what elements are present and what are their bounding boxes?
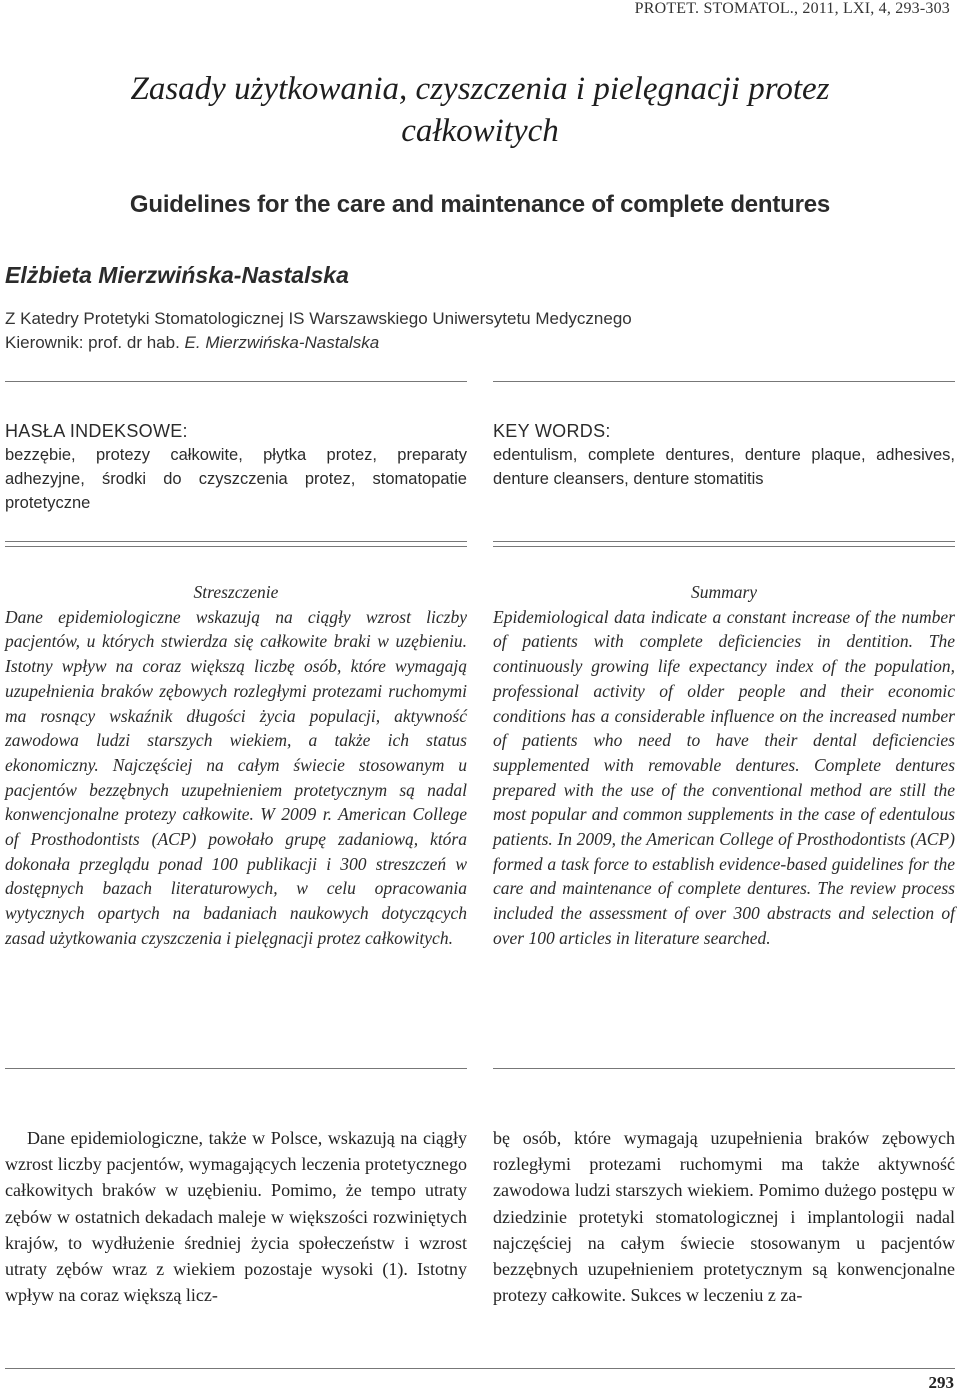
author-name: Elżbieta Mierzwińska-Nastalska <box>5 262 349 288</box>
footer-rule <box>5 1368 955 1369</box>
divider-keywords-left <box>5 541 467 547</box>
department-head-name: E. Mierzwińska-Nastalska <box>184 333 380 352</box>
article-title-english: Guidelines for the care and maintenance of complete dentures <box>129 191 831 218</box>
divider-top-right <box>493 381 955 382</box>
abstract-english-text: Epidemiological data indicate a constant increase of the number of patients with complete deficiencies in dentition. The continuously growing life expectancy index of the population, professional activity of older people and their economic conditions has a considerable influence on the increased number of patients who need to have their dental deficiencies supplemented with removable dentures. Complete dentures prepared with the use of the conventional method are still the most popular and common supplements in the case of edentulous patients. In 2009, the American College of Prosthodontists (ACP) formed a task force to establish evidence-based guidelines for the care and maintenance of complete dentures. The review process included the assessment of over 300 abstracts and selection of over 100 articles in literature searched. <box>493 606 955 948</box>
divider-abstract-left <box>5 1068 467 1069</box>
divider-top-left <box>5 381 467 382</box>
keywords-polish-heading: HASŁA INDEKSOWE: <box>5 421 188 441</box>
author-affiliation: Z Katedry Protetyki Stomatologicznej IS Warszawskiego Uniwersytetu Medycznego <box>5 309 632 328</box>
abstract-polish <box>5 580 467 951</box>
department-head-prefix: Kierownik: prof. dr hab. <box>5 333 180 352</box>
body-text-right-column <box>493 1125 955 1308</box>
running-head: PROTET. STOMATOL., 2011, LXI, 4, 293-303 <box>634 0 950 17</box>
abstract-english-heading: Summary <box>690 582 758 602</box>
divider-keywords-right <box>493 541 955 547</box>
keywords-english-text: edentulism, complete dentures, denture plaque, adhesives, denture cleansers, denture stomatitis <box>493 446 955 488</box>
department-head <box>5 333 379 353</box>
abstract-polish-text: Dane epidemiologiczne wskazują na ciągły wzrost liczby pacjentów, u których stwierdza się całkowite braki w uzębieniu. Istotny wpływ na coraz większą liczbę osób, które wymagają uzupełnienia braków zębowych rozległymi protezami ruchomymi ma rosnący wskaźnik długości życia populacji, aktywność zawodowa ludzi starszych wiekiem, a także ich status ekonomiczny. Najczęściej na całym świecie stosowanym u pacjentów bezzębnych uzupełnieniem protetycznym są nadal konwencjonalne protezy całkowite. W 2009 r. American College of Prosthodontists (ACP) powołało grupę zadaniową, która dokonała przeglądu ponad 100 publikacji i 300 streszczeń w dostępnych bazach literaturowych, w celu opracowania wytycznych opartych na badaniach naukowych dotyczących zasad użytkowania czyszczenia i pielęgnacji protez całkowitych. <box>5 606 467 948</box>
divider-abstract-right <box>493 1068 955 1069</box>
title-polish-line-1: Zasady użytkowania, czyszczenia i pielęgnacji protez <box>130 71 830 107</box>
body-text-left-column <box>5 1125 467 1308</box>
body-paragraph-right: bę osób, które wymagają uzupełnienia braków zębowych rozległymi protezami ruchomymi ma także aktywność zawodowa ludzi starszych wiekiem. Pomimo dużego postępu w dziedzinie protetyki stomatologicznej i implantologii nadal najczęściej na całym świecie stosowanym u pacjentów bezzębnych uzupełnieniem protetycznym są konwencjonalne protezy całkowite. Sukces w leczeniu z za- <box>493 1128 955 1306</box>
page-number: 293 <box>928 1373 954 1392</box>
article-title-polish <box>40 68 920 152</box>
keywords-polish-text: bezzębie, protezy całkowite, płytka protez, preparaty adhezyjne, środki do czyszczenia protez, stomatopatie protetyczne <box>5 446 467 512</box>
abstract-english <box>493 580 955 951</box>
keywords-english <box>493 419 955 491</box>
keywords-polish <box>5 419 467 515</box>
title-polish-line-2: całkowitych <box>401 113 559 149</box>
keywords-english-heading: KEY WORDS: <box>493 421 611 441</box>
abstract-polish-heading: Streszczenie <box>193 582 279 602</box>
body-paragraph-left: Dane epidemiologiczne, także w Polsce, wskazują na ciągły wzrost liczby pacjentów, wymagających leczenia protetycznego całkowitych braków w uzębieniu. Pomimo, że tempo utraty zębów w ostatnich dekadach maleje w większości rozwiniętych krajów, to wydłużenie średniej życia społeczeństw i wzrost utraty zębów wraz z wiekiem pozostaje wysoki (1). Istotny wpływ na coraz większą licz- <box>5 1128 467 1306</box>
